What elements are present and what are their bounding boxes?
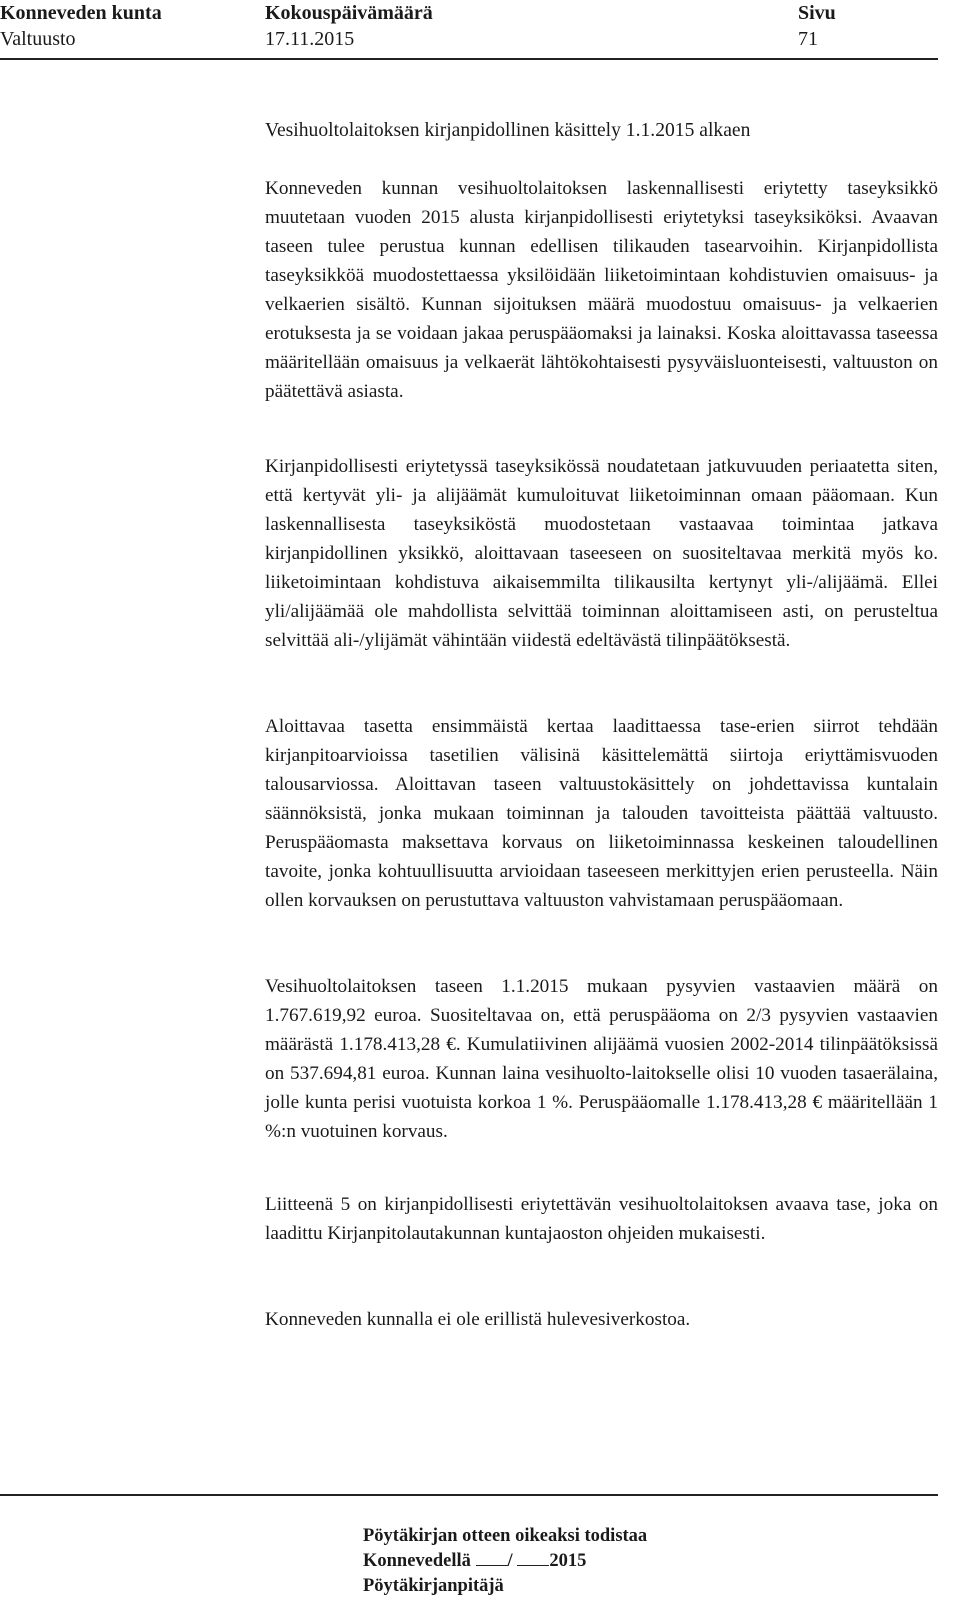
paragraph-3: Aloittavaa tasetta ensimmäistä kertaa laadittaessa tase-erien siirrot tehdään kirjanpitoarvioissa tasetilien välisinä käsittelemättä siirtoja eriyttämisvuoden talousarviossa. Aloittavan taseen valtuustokäsittely on johdettavissa kuntalain säännöksistä, jonka mukaan toiminnan ja talouden tavoitteista päättää valtuusto. Peruspääomasta maksettava korvaus on liiketoiminnassa keskeinen taloudellinen tavoite, jonka kohtuullisuutta arvioidaan taseeseen merkittyjen erien perusteella. Näin ollen korvauksen on perustuttava valtuuston vahvistamaan peruspääomaan.: [265, 716, 938, 911]
header-page-label: Sivu: [798, 2, 836, 24]
section-title: Vesihuoltolaitoksen kirjanpidollinen käsittely 1.1.2015 alkaen: [265, 120, 751, 141]
month-blank: [517, 1550, 549, 1566]
footer-place: Konnevedellä: [363, 1551, 471, 1571]
paragraph-1: Konneveden kunnan vesihuoltolaitoksen laskennallisesti eriytetty taseyksikkö muutetaan vuoden 2015 alusta kirjanpidollisesti eriytetyksi taseyksiköksi. Avaavan taseen tulee perustua kunnan edellisen tilikauden tasearvoihin. Kirjanpidollista taseyksikköä muodostettaessa yksilöidään liiketoimintaan kohdistuvien omaisuus- ja velkaerien sisältö. Kunnan sijoituksen määrä muodostuu omaisuus- ja velkaerien erotuksesta ja se voidaan jakaa peruspääomaksi ja lainaksi. Koska aloittavassa taseessa määritellään omaisuus ja velkaerät lähtökohtaisesti pysyväisluonteisesti, valtuuston on päätettävä asiasta.: [265, 178, 938, 402]
header-rule: [0, 58, 938, 60]
footer-year: 2015: [549, 1551, 587, 1571]
paragraph-2: Kirjanpidollisesti eriytetyssä taseyksikössä noudatetaan jatkuvuuden periaatetta siten, että kertyvät yli- ja alijäämät kumuloituvat liiketoiminnan omaan pääomaan. Kun laskennallisesta taseyksiköstä muodostetaan vastaavaa toimintaa jatkava kirjanpidollinen yksikkö, aloittavaan taseeseen on suositeltavaa merkitä myös ko. liiketoimintaan kohdistuva aikaisemmilta tilikausilta kertynyt yli-/alijäämä. Ellei yli/alijäämää ole mahdollista selvittää toiminnan aloittamiseen asti, on perusteltua selvittää ali-/ylijämät vähintään viidestä edeltävästä tilinpäätöksestä.: [265, 456, 938, 651]
paragraph-5: Liitteenä 5 on kirjanpidollisesti eriytettävän vesihuoltolaitoksen avaava tase, joka on laadittu Kirjanpitolautakunnan kuntajaoston ohjeiden mukaisesti.: [265, 1194, 938, 1244]
footer-rule: [0, 1494, 938, 1496]
footer-certification: Pöytäkirjan otteen oikeaksi todistaa: [363, 1526, 648, 1546]
footer-place-date: [363, 1549, 586, 1573]
header-meeting-date: 17.11.2015: [265, 28, 355, 50]
header-date-label: Kokouspäivämäärä: [265, 2, 433, 24]
footer-slash: /: [507, 1551, 513, 1571]
paragraph-4: Vesihuoltolaitoksen taseen 1.1.2015 mukaan pysyvien vastaavien määrä on 1.767.619,92 euroa. Suositeltavaa on, että peruspääoma on 2/3 pysyvien vastaavien määrästä 1.178.413,28 €. Kumulatiivinen alijäämä vuosien 2002-2014 tilinpäätöksissä on 537.694,81 euroa. Kunnan laina vesihuolto-laitokselle olisi 10 vuoden tasaerälaina, jolle kunta perisi vuotuista korkoa 1 %. Peruspääomalle 1.178.413,28 € määritellään 1 %:n vuotuinen korvaus.: [265, 976, 938, 1142]
header-body-name: Valtuusto: [0, 28, 76, 50]
header-org: Konneveden kunta: [0, 2, 162, 24]
day-blank: [476, 1550, 508, 1566]
paragraph-6: Konneveden kunnalla ei ole erillistä hulevesiverkostoa.: [265, 1309, 691, 1330]
footer-signer: Pöytäkirjanpitäjä: [363, 1576, 504, 1596]
header-page-number: 71: [798, 28, 818, 50]
